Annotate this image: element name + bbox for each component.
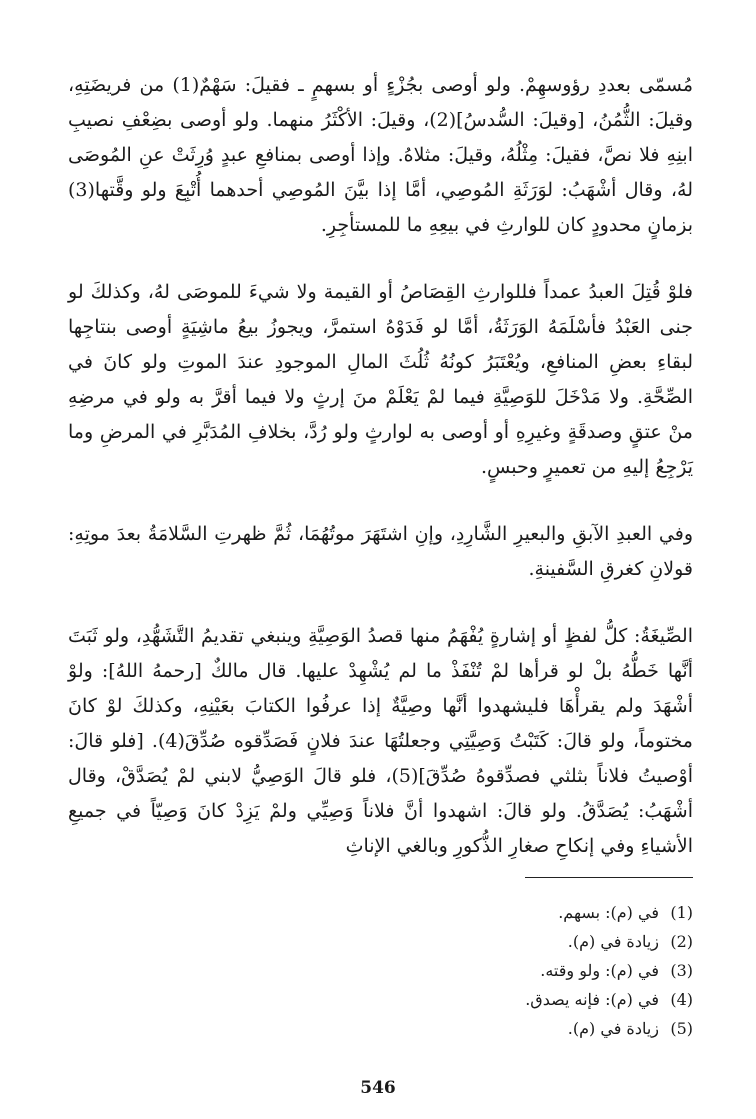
- footnote-number: (3): [670, 961, 693, 980]
- footnote: [300, 985, 693, 1014]
- footnote: [300, 1014, 693, 1043]
- footnote-text: في (م): فإنه يصدق.: [525, 990, 659, 1009]
- footnote-number: (1): [670, 903, 693, 922]
- paragraph-bequest-shares: مُسمّى بعددِ رؤوسهِمْ. ولو أوصى بجُزْءٍ أو بسهمٍ ـ فقيلَ: سَهْمٌ(1) من فريضَتِهِ، وقيلَ: الثُّمُنُ، [وقيلَ: السُّدسُ](2)، وقيلَ: الأكْثَرُ منهما. ولو أوصى بضِعْفِ نصيبِ ابنِهِ فلا نصَّ، فقيلَ: مِثْلُهُ، وقيلَ: مثلاهُ. وإذا أوصى بمنافعِ عبدٍ وُرِثَتْ عنِ المُوصَى لهُ، وقال أشْهَبُ: لوَرَثَةِ المُوصِي، أمَّا إذا بيَّنَ المُوصِي أحدهما أُتْبِعَ ولو وقَّتها(3) بزمانٍ محدودٍ كان للوارثِ في بيعِهِ ما للمستأجِرِ.: [68, 74, 693, 236]
- footnote-number: (4): [670, 990, 693, 1009]
- paragraph-runaway-slave: وفي العبدِ الآبقِ والبعيرِ الشَّارِدِ، وإنِ اشتَهَرَ موتُهُمَا، ثُمَّ ظهرتِ السَّلامَةُ بعدَ موتِهِ: قولانِ كغرقِ السَّفينةِ.: [68, 523, 693, 580]
- footnote: [300, 956, 693, 985]
- main-text: [68, 68, 693, 864]
- footnote-text: في (م): بسهم.: [558, 903, 659, 922]
- footnote-text: زيادة في (م).: [567, 1019, 659, 1038]
- paragraph-slave-killed: فلوْ قُتِلَ العبدُ عمداً فللوارثِ القِصَاصُ أو القيمة ولا شيءَ للموصَى لهُ، وكذلكَ لو جنى العَبْدُ فأسْلَمَهُ الوَرَثَةُ، أمَّا لو فَدَوْهُ استمرَّ، ويجوزُ بيعُ ماشِيَةٍ أوصى بنتاجِها لبقاءِ بعضِ المنافعِ، ويُعْتَبَرُ كونُهُ ثُلُثَ المالِ الموجودِ عندَ الموتِ ولو كانَ في الصِّحَّةِ. ولا مَدْخَلَ للوَصِيَّةِ فيما لمْ يَعْلَمْ منَ إرثٍ ولا فيما أقرَّ به ولو في مرضِهِ منْ عتقٍ وصدقَةٍ وغيرِهِ أو أوصى به لوارثٍ ولو رُدَّ، بخلافِ المُدَبَّرِ في المرضِ وما يَرْجِعُ إليهِ من تعميرٍ وحبسٍ.: [68, 281, 693, 478]
- page-number: 546: [360, 1078, 396, 1098]
- paragraph-formula: الصِّيغَةُ: كلُّ لفظٍ أو إشارةٍ يُفْهَمُ منها قصدُ الوَصِيَّةِ وينبغي تقديمُ التَّشَهُّدِ، ولو ثَبَتَ أنَّها خَطُّهُ بلْ لو قرأها لمْ تُنْفَذْ ما لم يُشْهِدْ عليها. قال مالكٌ [رحمهُ اللهُ]: ولوْ أشْهَدَ ولم يقرأْهَا فليشهدوا أنَّها وصِيَّةٌ إذا عرفُوا الكتابَ بعَيْنِهِ، وكذلكَ لوْ كانَ مختوماً، ولو قالَ: كَتَبْتُ وَصِيَّتِي وجعلتُهَا عندَ فلانٍ فَصَدِّقوه صُدِّقَ(4). [فلو قالَ: أوْصيتُ فلاناً بثلثي فصدِّقوهُ صُدِّقَ](5)، فلو قالَ الوَصِيُّ لابني لمْ يُصَدَّقْ، وقال أشْهَبُ: يُصَدَّقُ. ولو قالَ: اشهدوا أنَّ فلاناً وَصِيِّي ولمْ يَزِدْ كانَ وَصِيّاً في جميعِ الأشياءِ وفي إنكاحِ صغارِ الذُّكورِ وبالغي الإناثِ: [68, 625, 693, 857]
- footnote-text: في (م): ولو وقته.: [540, 961, 659, 980]
- footnote-separator: [525, 877, 693, 878]
- footnote: [300, 927, 693, 956]
- footnotes: [300, 898, 693, 1043]
- footnote-number: (5): [670, 1019, 693, 1038]
- footnote: [300, 898, 693, 927]
- footnote-number: (2): [670, 932, 693, 951]
- footnote-text: زيادة في (م).: [567, 932, 659, 951]
